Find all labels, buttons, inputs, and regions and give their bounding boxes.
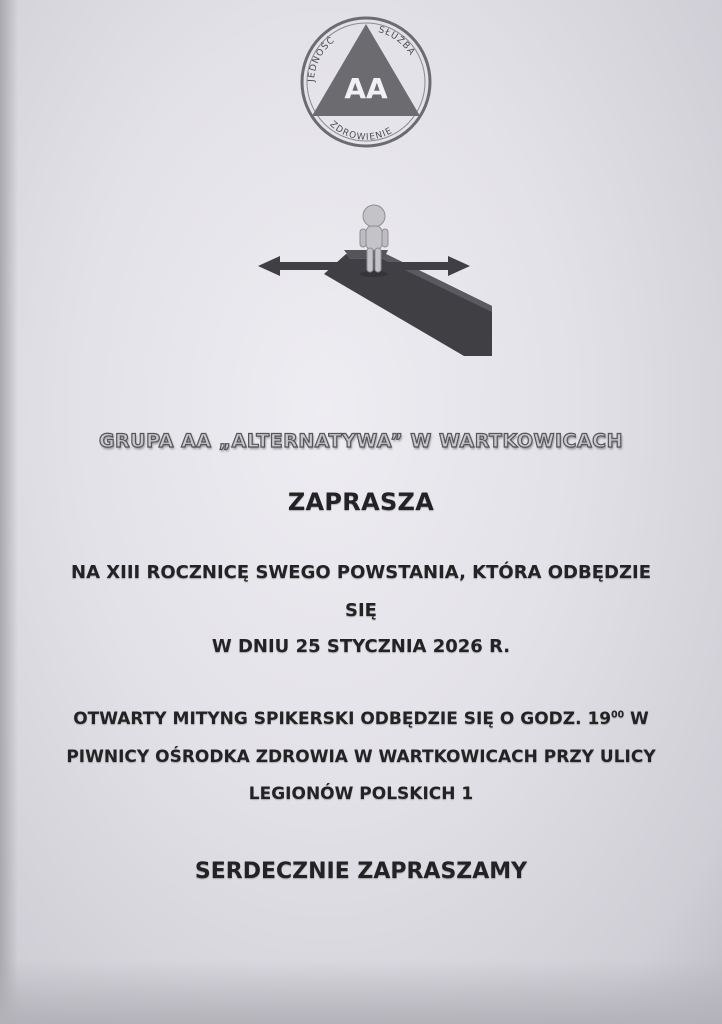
svg-text:SŁUŻBA bbox=[377, 25, 417, 58]
closing-invitation: SERDECZNIE ZAPRASZAMY bbox=[194, 859, 528, 884]
logo-text-service: SŁUŻBA bbox=[377, 25, 417, 58]
event-date: W DNIU 25 STYCZNIA 2026 R. bbox=[211, 636, 511, 657]
figure-at-crossroads-icon bbox=[254, 196, 498, 362]
meeting-address: LEGIONÓW POLSKICH 1 bbox=[248, 784, 474, 804]
anniversary-line: NA XIII ROCZNICĘ SWEGO POWSTANIA, KTÓRA ODBĘDZIE bbox=[71, 562, 651, 583]
meeting-location-line: PIWNICY OŚRODKA ZDROWIA W WARTKOWICACH PRZY ULICY bbox=[66, 747, 656, 767]
meeting-time-text: OTWARTY MITYNG SPIKERSKI ODBĘDZIE SIĘ O GODZ. 19 bbox=[73, 709, 612, 729]
invite-heading: ZAPRASZA bbox=[287, 488, 435, 516]
logo-text-recovery: ZDROWIENIE bbox=[327, 119, 395, 143]
meeting-time-line bbox=[0, 709, 722, 729]
anniversary-line-continued: SIĘ bbox=[345, 600, 377, 621]
group-title: GRUPA AA „ALTERNATYWA” W WARTKOWICACH bbox=[98, 430, 624, 452]
logo-text-unity: JEDNOŚĆ bbox=[306, 35, 338, 83]
logo-center-text: AA bbox=[344, 72, 388, 105]
meeting-time-minutes: 00 bbox=[611, 709, 625, 721]
aa-logo bbox=[294, 16, 438, 148]
paper-shadow-bottom bbox=[0, 960, 722, 1024]
meeting-time-suffix: W bbox=[624, 709, 649, 729]
